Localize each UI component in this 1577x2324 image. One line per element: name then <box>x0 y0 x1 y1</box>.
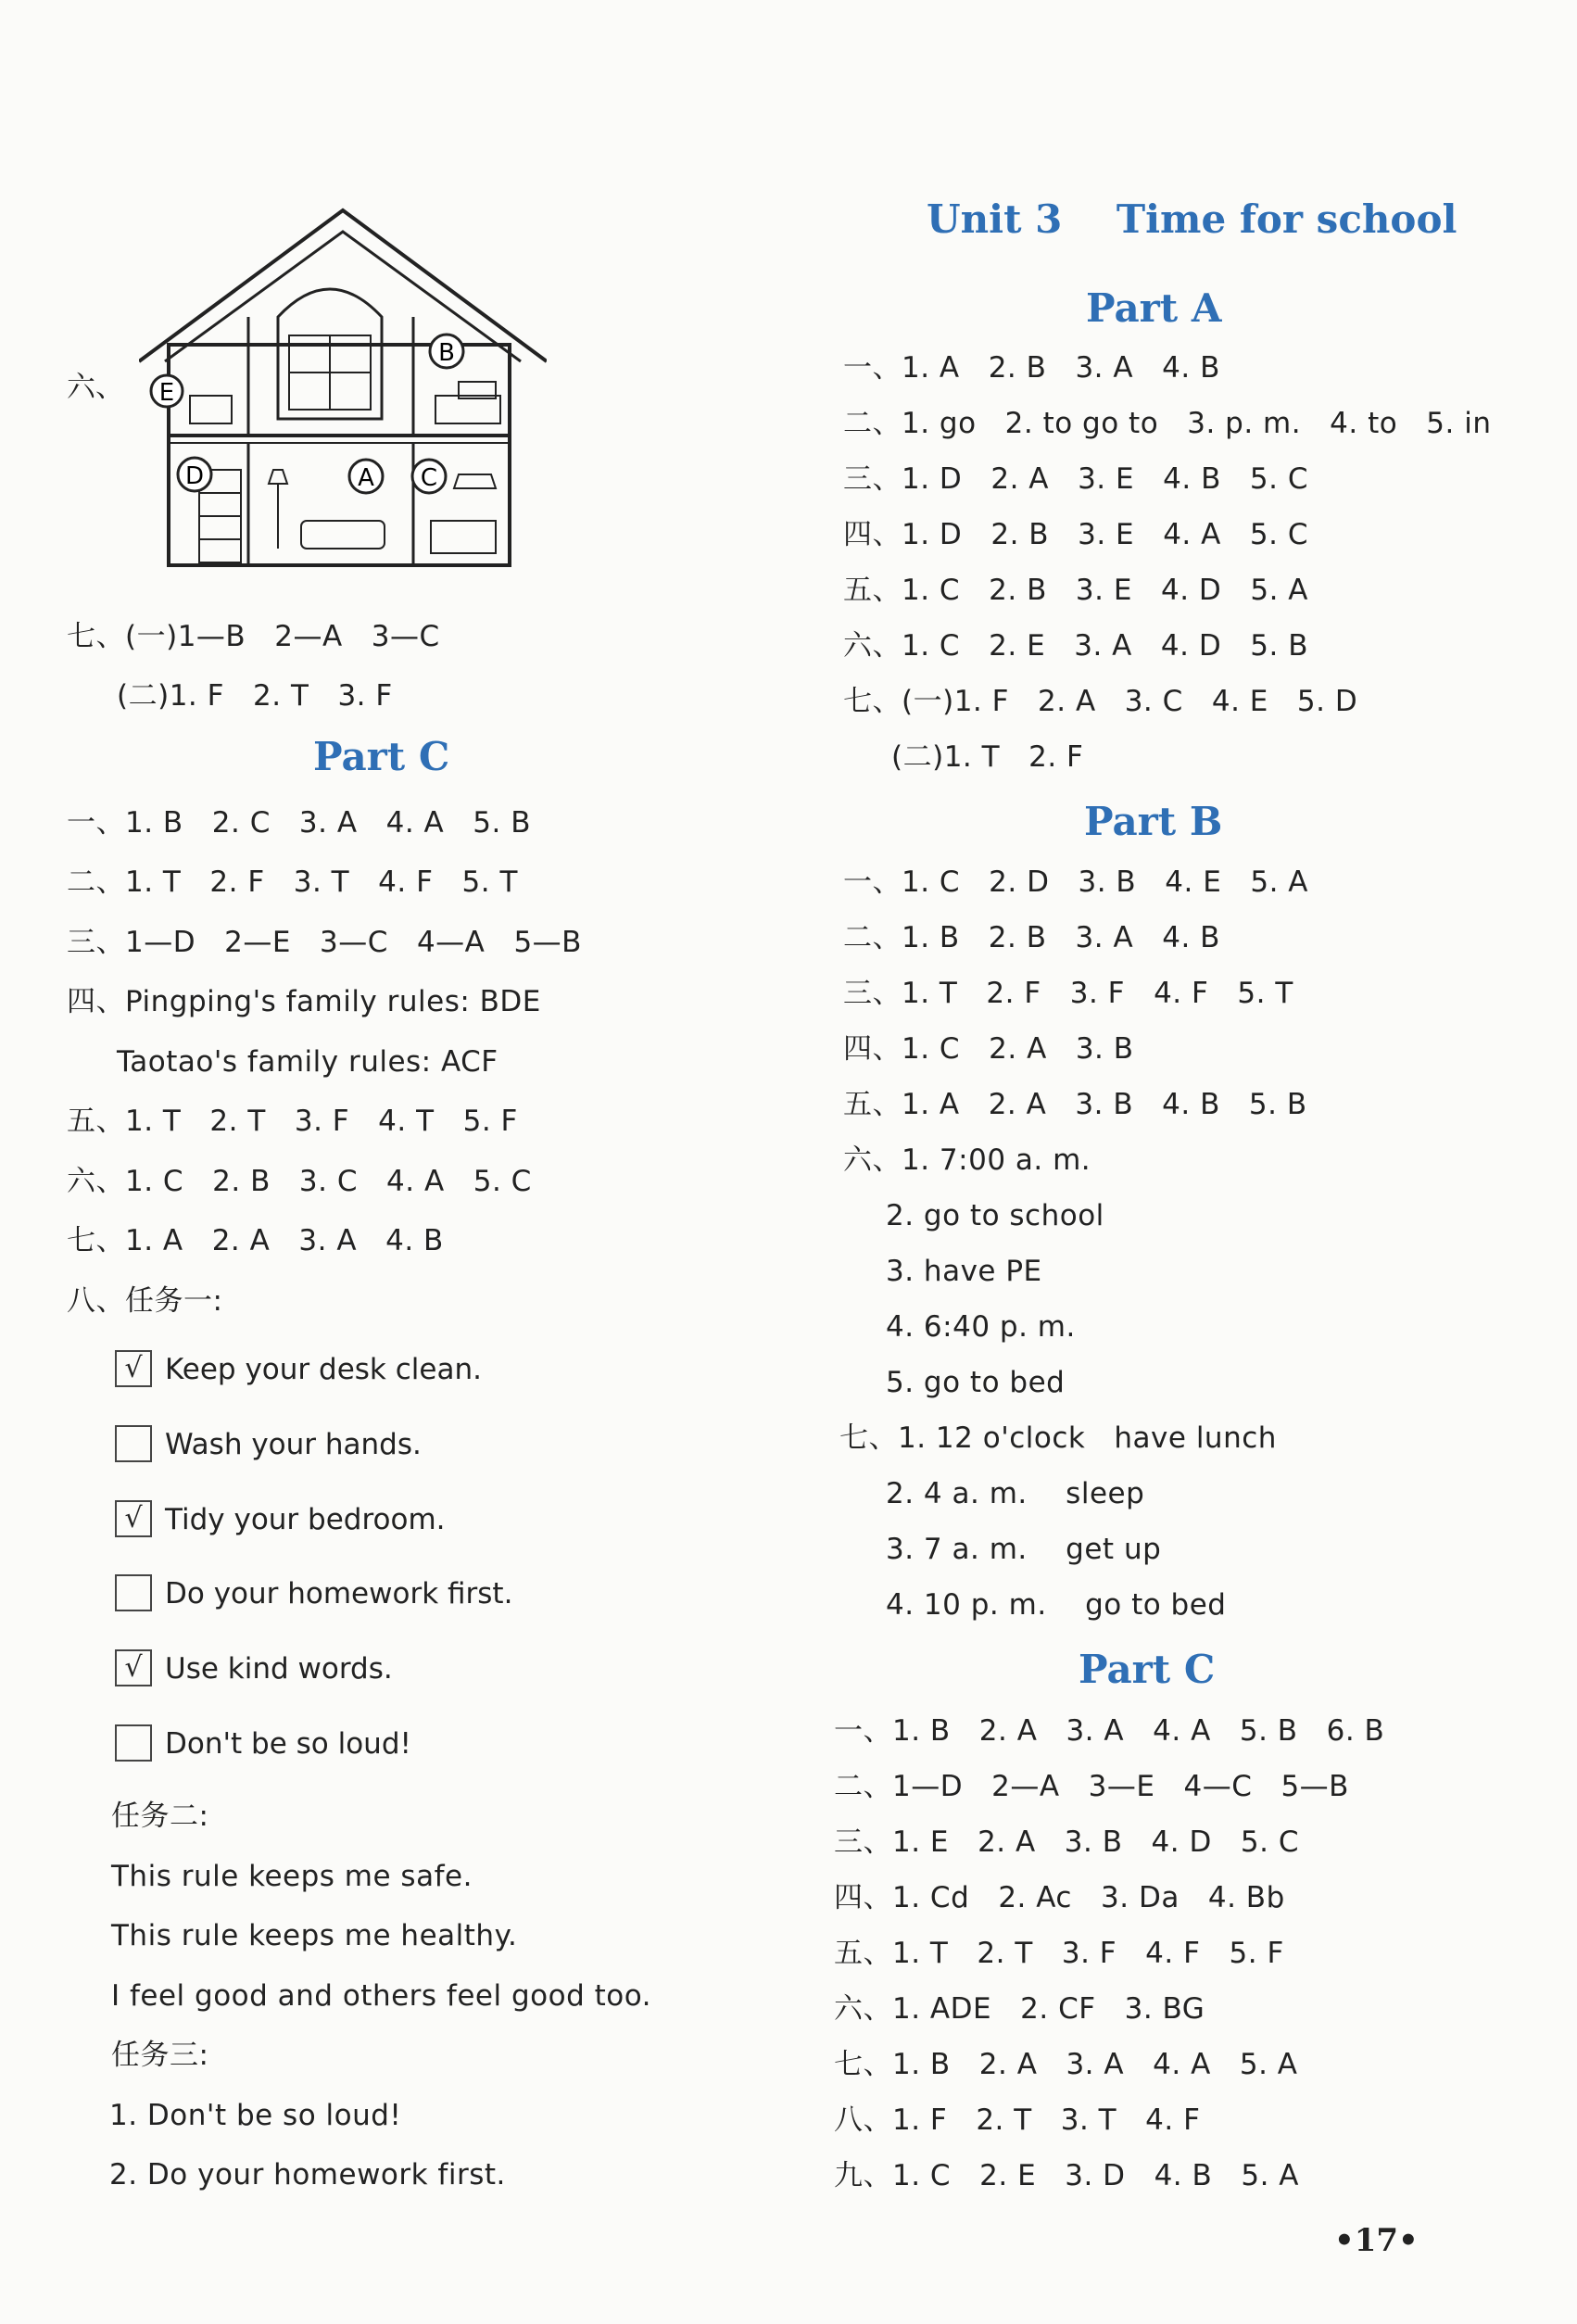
answer-line: 六、1. ADE 2. CF 3. BG <box>834 1992 1205 2026</box>
checkbox: √ <box>115 1350 152 1387</box>
answer-line: 六、1. 7:00 a. m. <box>843 1143 1091 1177</box>
checklist-item <box>115 1723 411 1765</box>
answer-line: 六、1. C 2. E 3. A 4. D 5. B <box>843 629 1308 663</box>
answer-line: 三、1—D 2—E 3—C 4—A 5—B <box>67 926 582 959</box>
answer-line: 一、1. B 2. A 3. A 4. A 5. B 6. B <box>834 1714 1385 1748</box>
checklist-item <box>115 1498 446 1541</box>
answer-line: 七、1. B 2. A 3. A 4. A 5. A <box>834 2048 1298 2081</box>
answer-line: 七、1. A 2. A 3. A 4. B <box>67 1224 444 1257</box>
checklist-text: Keep your desk clean. <box>165 1353 482 1386</box>
answer-line: 八、1. F 2. T 3. T 4. F <box>834 2103 1201 2137</box>
svg-text:D: D <box>184 462 205 490</box>
answer-line: 四、Pingping's family rules: BDE <box>67 985 541 1018</box>
answer-line: 四、1. D 2. B 3. E 4. A 5. C <box>843 518 1308 551</box>
checklist-text: Use kind words. <box>165 1652 393 1686</box>
part-b-title: Part B <box>1084 799 1223 844</box>
q7-line-1: 七、(一)1—B 2—A 3—C <box>67 620 440 653</box>
checklist-text: Don't be so loud! <box>165 1727 411 1761</box>
answer-line: 七、1. 12 o'clock have lunch <box>839 1421 1277 1455</box>
part-a-title: Part A <box>1086 285 1222 331</box>
checklist-item <box>115 1648 393 1690</box>
answer-line: (二)1. T 2. F <box>891 740 1084 774</box>
checklist-item <box>115 1348 482 1391</box>
answer-line: 二、1—D 2—A 3—E 4—C 5—B <box>834 1770 1349 1803</box>
checkbox: √ <box>115 1649 152 1686</box>
answer-line: 4. 6:40 p. m. <box>886 1310 1076 1344</box>
svg-text:B: B <box>438 339 455 367</box>
svg-text:C: C <box>420 464 438 492</box>
checkbox <box>115 1574 152 1611</box>
answer-line: 一、1. A 2. B 3. A 4. B <box>843 351 1220 385</box>
answer-line: 3. 7 a. m. get up <box>886 1533 1162 1566</box>
task-2-line: This rule keeps me safe. <box>111 1860 473 1893</box>
answer-line: 五、1. T 2. T 3. F 4. T 5. F <box>67 1105 518 1138</box>
checkbox <box>115 1425 152 1462</box>
answer-line: 五、1. C 2. B 3. E 4. D 5. A <box>843 574 1308 607</box>
checklist-text: Do your homework first. <box>165 1577 513 1610</box>
task-2-line: I feel good and others feel good too. <box>111 1979 651 2013</box>
answer-line: 二、1. T 2. F 3. T 4. F 5. T <box>67 865 518 899</box>
svg-text:E: E <box>158 379 175 407</box>
letter-b-circle <box>430 335 463 368</box>
right-part-c-title: Part C <box>1079 1647 1216 1692</box>
answer-line: 四、1. Cd 2. Ac 3. Da 4. Bb <box>834 1881 1285 1914</box>
house-illustration <box>139 206 547 576</box>
unit-title: Unit 3 Time for school <box>927 196 1457 242</box>
checklist-text: Tidy your bedroom. <box>165 1503 446 1536</box>
answer-line: 一、1. C 2. D 3. B 4. E 5. A <box>843 865 1308 899</box>
answer-line: 二、1. go 2. to go to 3. p. m. 4. to 5. in <box>843 407 1492 440</box>
answer-line: 五、1. T 2. T 3. F 4. F 5. F <box>834 1937 1284 1970</box>
checklist-text: Wash your hands. <box>165 1428 422 1461</box>
answer-line: 5. go to bed <box>886 1366 1066 1399</box>
answer-line: 二、1. B 2. B 3. A 4. B <box>843 921 1220 954</box>
answer-line: 4. 10 p. m. go to bed <box>886 1588 1227 1622</box>
checkbox <box>115 1724 152 1762</box>
answer-line: 三、1. E 2. A 3. B 4. D 5. C <box>834 1825 1299 1859</box>
checkbox: √ <box>115 1500 152 1537</box>
checklist-item <box>115 1572 512 1615</box>
answer-line: 2. 4 a. m. sleep <box>886 1477 1145 1510</box>
left-part-c-title: Part C <box>313 734 450 779</box>
letter-c-circle <box>412 460 446 493</box>
task-3-line: 1. Don't be so loud! <box>109 2099 402 2132</box>
task-3-title: 任务三: <box>111 2039 209 2072</box>
task-2-title: 任务二: <box>111 1800 209 1833</box>
letter-d-circle <box>178 458 211 491</box>
checklist-item <box>115 1423 422 1466</box>
answer-line: 2. go to school <box>886 1199 1104 1232</box>
answer-line: 四、1. C 2. A 3. B <box>843 1032 1134 1066</box>
answer-line: 六、1. C 2. B 3. C 4. A 5. C <box>67 1165 532 1198</box>
answer-line: Taotao's family rules: ACF <box>117 1045 498 1079</box>
letter-a-circle <box>349 460 383 493</box>
answer-line: 五、1. A 2. A 3. B 4. B 5. B <box>843 1088 1307 1121</box>
q7-line-2: (二)1. F 2. T 3. F <box>117 679 393 713</box>
answer-line: 七、(一)1. F 2. A 3. C 4. E 5. D <box>843 685 1358 718</box>
task-3-line: 2. Do your homework first. <box>109 2158 506 2191</box>
task-2-line: This rule keeps me healthy. <box>111 1919 518 1952</box>
answer-line: 3. have PE <box>886 1255 1042 1288</box>
answer-line: 九、1. C 2. E 3. D 4. B 5. A <box>834 2159 1299 2192</box>
svg-text:A: A <box>358 464 374 492</box>
page-number: •17• <box>1334 2222 1419 2259</box>
answer-line: 一、1. B 2. C 3. A 4. A 5. B <box>67 806 531 840</box>
question-6-label: 六、 <box>67 371 124 404</box>
answer-line: 八、任务一: <box>67 1284 223 1318</box>
letter-e-circle <box>151 375 183 407</box>
answer-line: 三、1. D 2. A 3. E 4. B 5. C <box>843 462 1308 496</box>
answer-line: 三、1. T 2. F 3. F 4. F 5. T <box>843 977 1293 1010</box>
